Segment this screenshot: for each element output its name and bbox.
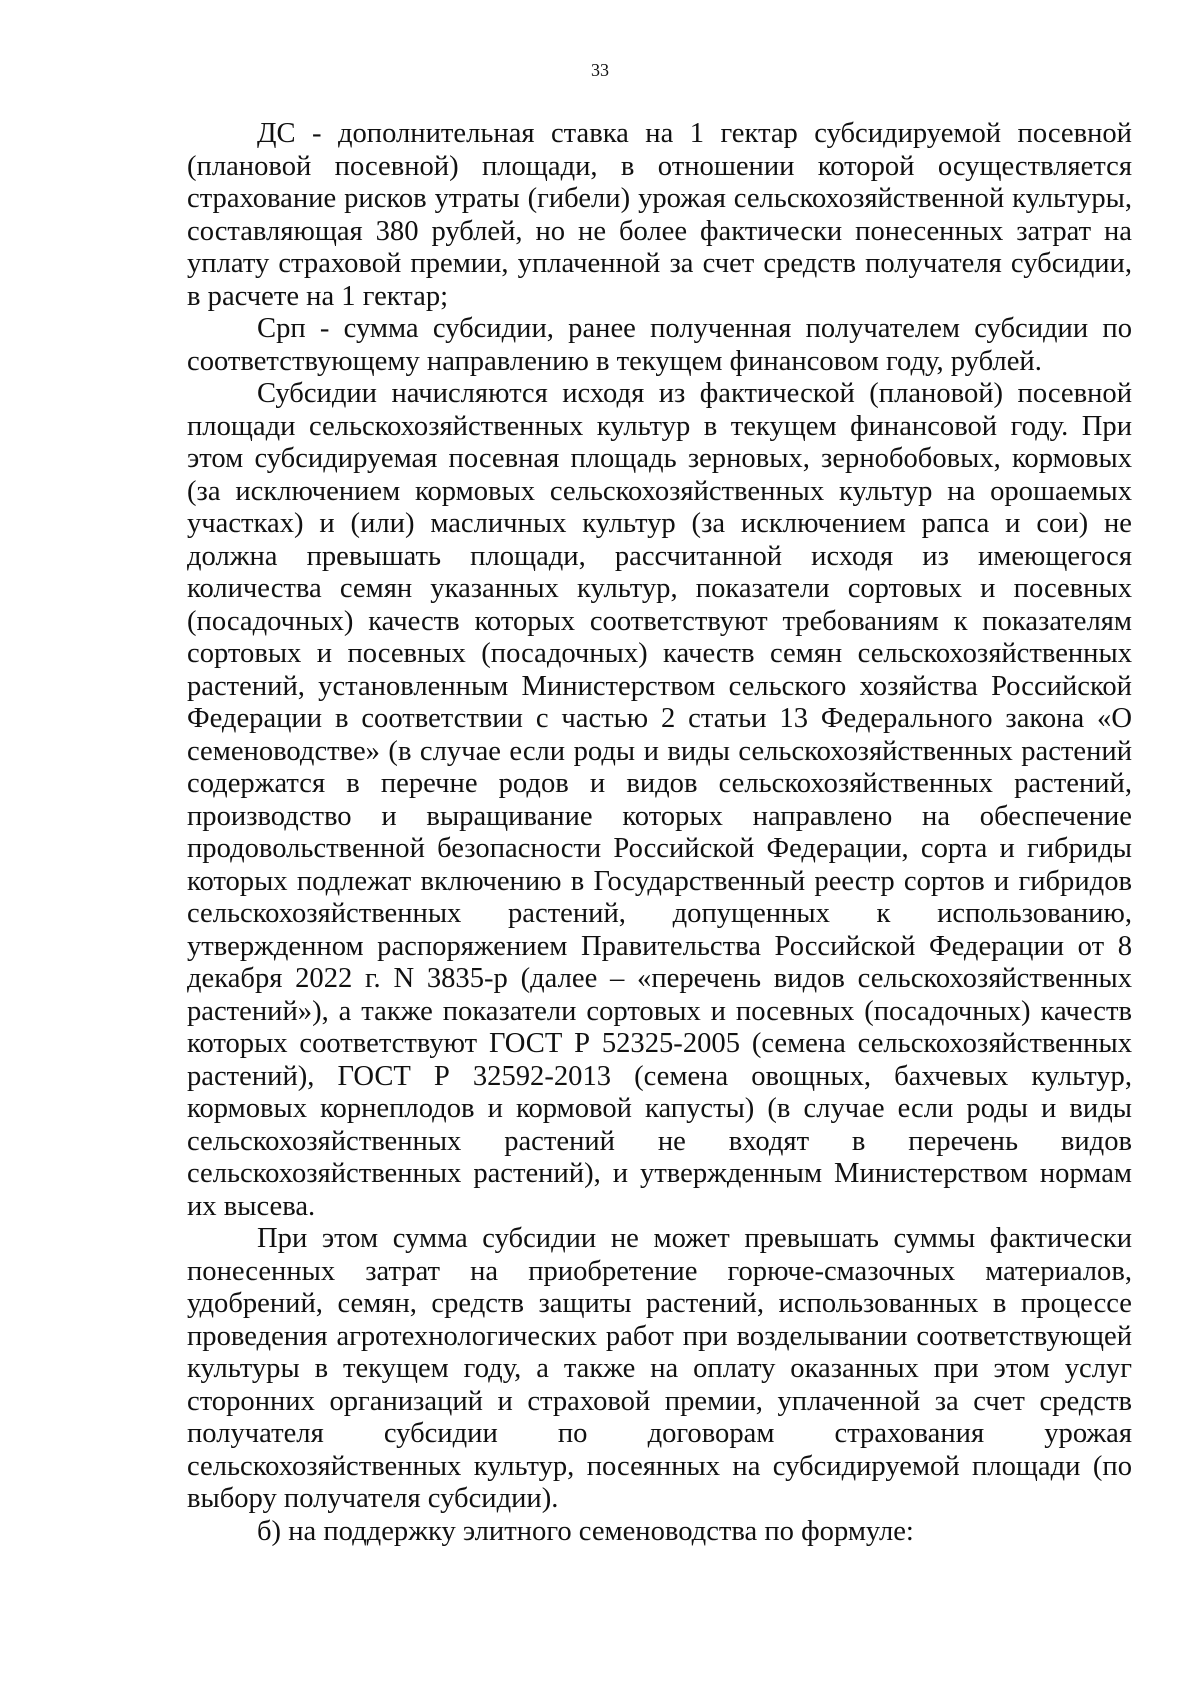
- paragraph-srp-definition: Срп - сумма субсидии, ранее полученная получателем субсидии по соответствующему направлению в текущем финансовом году, рублей.: [187, 313, 1132, 377]
- paragraph-elite-seed-formula: б) на поддержку элитного семеноводства по формуле:: [257, 1515, 914, 1547]
- page-number: 33: [591, 60, 609, 80]
- document-body: [187, 118, 1132, 1548]
- paragraph-ds-definition: ДС - дополнительная ставка на 1 гектар субсидируемой посевной (плановой посевной) площади, в отношении которой осуществляется страхование рисков утраты (гибели) урожая сельскохозяйственной культуры, составляющая 380 рублей, но не более фактически понесенных затрат на уплату страховой премии, уплаченной за счет средств получателя субсидии, в расчете на 1 гектар;: [187, 118, 1132, 312]
- paragraph-subsidy-calculation: Субсидии начисляются исходя из фактической (плановой) посевной площади сельскохозяйственных культур в текущем финансовой году. При этом субсидируемая посевная площадь зерновых, зернобобовых, кормовых (за исключением кормовых сельскохозяйственных культур на орошаемых участках) и (или) масличных культур (за исключением рапса и сои) не должна превышать площади, рассчитанной исходя из имеющегося количества семян указанных культур, показатели сортовых и посевных (посадочных) качеств которых соответствуют требованиям к показателям сортовых и посевных (посадочных) качеств семян сельскохозяйственных растений, установленным Министерством сельского хозяйства Российской Федерации в соответствии с частью 2 статьи 13 Федерального закона «О семеноводстве» (в случае если роды и виды сельскохозяйственных растений содержатся в перечне родов и видов сельскохозяйственных растений, производство и выращивание которых направлено на обеспечение продовольственной безопасности Российской Федерации, сорта и гибриды которых подлежат включению в Государственный реестр сортов и гибридов сельскохозяйственных растений, допущенных к использованию, утвержденном распоряжением Правительства Российской Федерации от 8 декабря 2022 г. N 3835-р (далее – «перечень видов сельскохозяйственных растений»), а также показатели сортовых и посевных (посадочных) качеств которых соответствуют ГОСТ Р 52325-2005 (семена сельскохозяйственных растений), ГОСТ Р 32592-2013 (семена овощных, бахчевых культур, кормовых корнеплодов и кормовой капусты) (в случае если роды и виды сельскохозяйственных растений не входят в перечень видов сельскохозяйственных растений), и утвержденным Министерством нормам их высева.: [187, 378, 1132, 1222]
- paragraph-subsidy-limit: При этом сумма субсидии не может превышать суммы фактически понесенных затрат на приобретение горюче-смазочных материалов, удобрений, семян, средств защиты растений, использованных в процессе проведения агротехнологических работ при возделывании соответствующей культуры в текущем году, а также на оплату оказанных при этом услуг сторонних организаций и страховой премии, уплаченной за счет средств получателя субсидии по договорам страхования урожая сельскохозяйственных культур, посеянных на субсидируемой площади (по выбору получателя субсидии).: [187, 1223, 1132, 1514]
